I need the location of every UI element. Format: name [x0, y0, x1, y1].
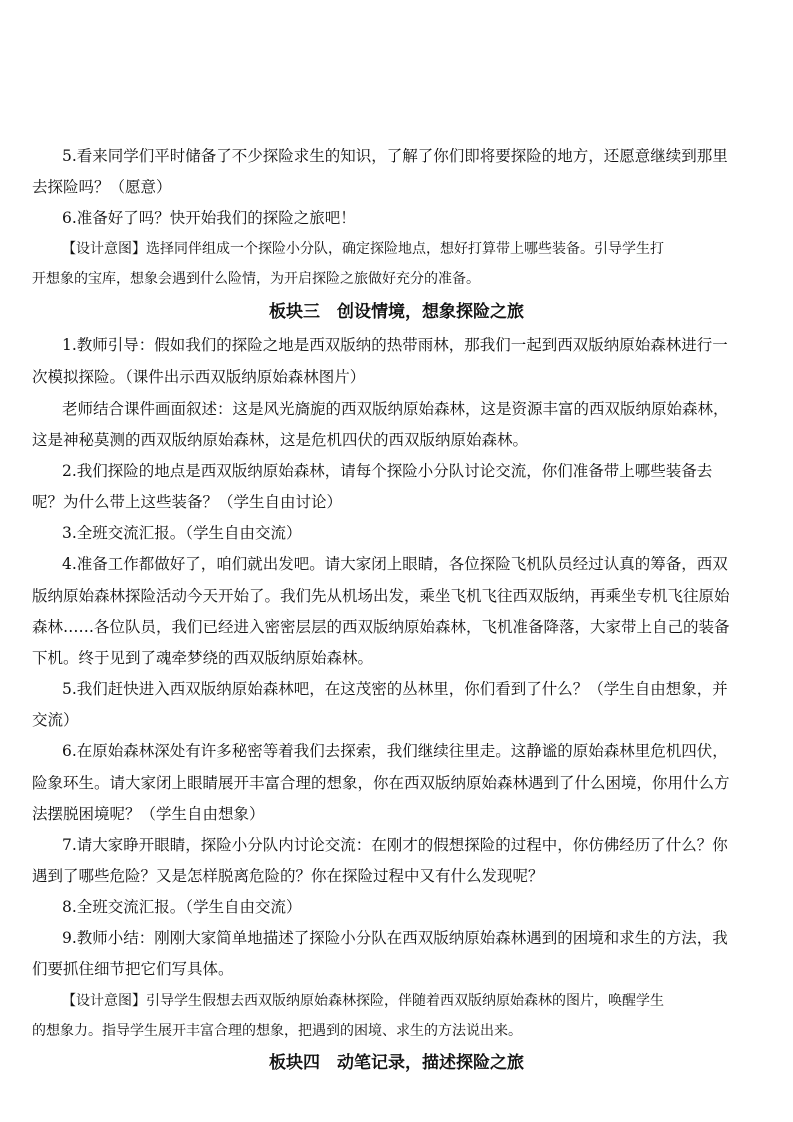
paragraph-line: 版纳原始森林探险活动今天开始了。我们先从机场出发，乘坐飞机飞往西双版纳，再乘坐专机飞往原始	[32, 587, 730, 605]
paragraph-line: 这是神秘莫测的西双版纳原始森林，这是危机四伏的西双版纳原始森林。	[32, 431, 529, 449]
design-intent-line: 【设计意图】选择同伴组成一个探险小分队，确定探险地点，想好打算带上哪些装备。引导学生打	[62, 241, 664, 257]
paragraph-line: 5.我们赶快进入西双版纳原始森林吧，在这茂密的丛林里，你们看到了什么？（学生自由想象，并	[62, 680, 728, 698]
paragraph-line: 森林……各位队员，我们已经进入密密层层的西双版纳原始森林，飞机准备降落，大家带上自己的装备	[32, 618, 730, 636]
paragraph-line: 6.在原始森林深处有许多秘密等着我们去探索，我们继续往里走。这静谧的原始森林里危机四伏，	[62, 742, 728, 760]
design-intent-line: 【设计意图】引导学生假想去西双版纳原始森林探险，伴随着西双版纳原始森林的图片，唤醒学生	[62, 993, 664, 1009]
paragraph-line: 5.看来同学们平时储备了不少探险求生的知识，了解了你们即将要探险的地方，还愿意继续到那里	[62, 147, 728, 165]
paragraph-line: 4.准备工作都做好了，咱们就出发吧。请大家闭上眼睛，各位探险飞机队员经过认真的筹备，西双	[62, 555, 728, 573]
paragraph-line: 次模拟探险。（课件出示西双版纳原始森林图片）	[32, 368, 366, 386]
design-intent-tag: 【设计意图】	[62, 241, 146, 257]
paragraph-line: 交流）	[32, 711, 79, 729]
paragraph-line: 去探险吗？（愿意）	[32, 178, 172, 196]
section-heading: 板块三 创设情境，想象探险之旅	[269, 302, 524, 322]
paragraph-line: 遇到了哪些危险？又是怎样脱离危险的？你在探险过程中又有什么发现呢？	[32, 867, 544, 885]
design-intent-tag: 【设计意图】	[62, 993, 146, 1009]
paragraph-line: 险象环生。请大家闭上眼睛展开丰富合理的想象，你在西双版纳原始森林遇到了什么困境，你用什么方	[32, 774, 730, 792]
paragraph-line: 9.教师小结：刚刚大家简单地描述了探险小分队在西双版纳原始森林遇到的困境和求生的方法，我	[62, 929, 728, 947]
paragraph-line: 下机。终于见到了魂牵梦绕的西双版纳原始森林。	[32, 649, 374, 667]
paragraph-line: 8.全班交流汇报。（学生自由交流）	[62, 898, 302, 916]
paragraph-line: 1.教师引导：假如我们的探险之地是西双版纳的热带雨林，那我们一起到西双版纳原始森林进行一	[62, 336, 728, 354]
paragraph-line: 7.请大家睁开眼睛，探险小分队内讨论交流：在刚才的假想探险的过程中，你仿佛经历了什么？你	[62, 836, 728, 854]
paragraph-line: 3.全班交流汇报。（学生自由交流）	[62, 524, 302, 542]
design-intent-line: 的想象力。指导学生展开丰富合理的想象，把遇到的困境、求生的方法说出来。	[32, 1023, 522, 1039]
paragraph-line: 法摆脱困境呢？（学生自由想象）	[32, 805, 265, 823]
paragraph-line: 2.我们探险的地点是西双版纳原始森林，请每个探险小分队讨论交流，你们准备带上哪些装备去	[62, 462, 713, 480]
design-intent-line: 开想象的宝库，想象会遇到什么险情，为开启探险之旅做好充分的准备。	[32, 271, 480, 287]
paragraph-line: 呢？为什么带上这些装备？（学生自由讨论）	[32, 493, 343, 511]
section-heading: 板块四 动笔记录，描述探险之旅	[269, 1053, 524, 1073]
paragraph-line: 6.准备好了吗？快开始我们的探险之旅吧！	[62, 209, 356, 227]
paragraph-line: 老师结合课件画面叙述：这是风光旖旎的西双版纳原始森林，这是资源丰富的西双版纳原始森林，	[62, 400, 729, 418]
paragraph-line: 们要抓住细节把它们写具体。	[32, 960, 234, 978]
